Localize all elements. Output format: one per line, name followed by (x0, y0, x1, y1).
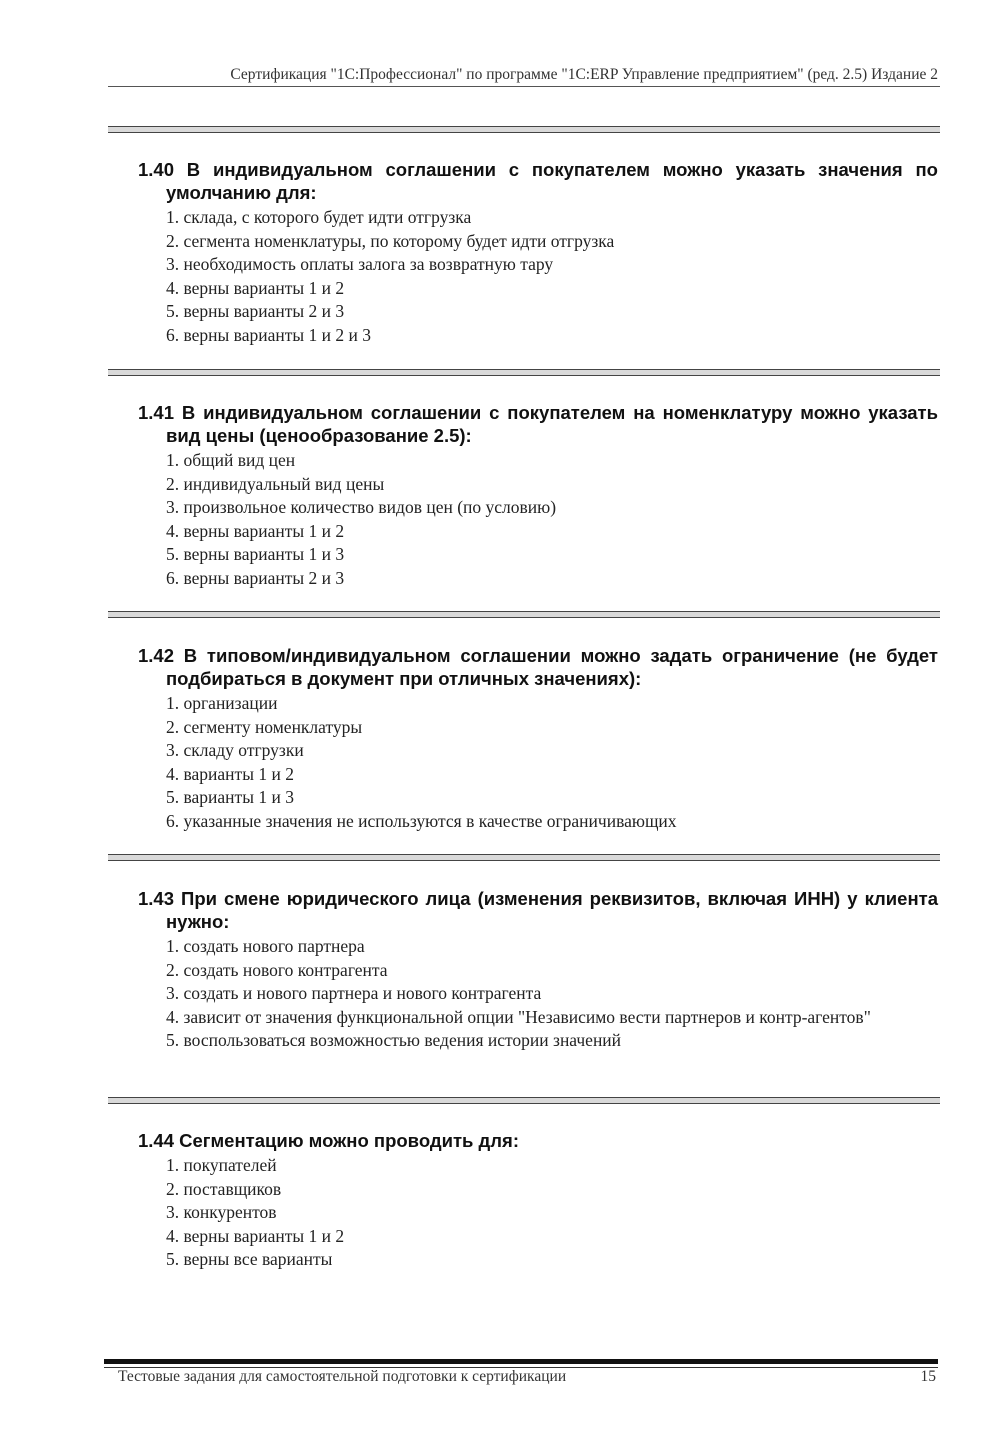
question-title: 1.44 Сегментацию можно проводить для: (138, 1130, 520, 1151)
answer-option: 4. верны варианты 1 и 2 (166, 520, 345, 541)
answer-option: 3. конкурентов (166, 1202, 277, 1223)
section-divider (108, 854, 940, 861)
answer-option: 2. сегменту номенклатуры (166, 716, 363, 737)
answer-option: 3. произвольное количество видов цен (по условию) (166, 497, 557, 518)
answer-option: 1. организации (166, 693, 278, 713)
answer-option: 6. верны варианты 1 и 2 и 3 (166, 324, 371, 345)
answer-list (138, 1154, 938, 1272)
answer-option: 2. индивидуальный вид цены (166, 473, 385, 494)
question-title: 1.40 В индивидуальном соглашении с покупателем можно указать значения по умолчанию для: (138, 159, 938, 203)
question-title: 1.41 В индивидуальном соглашении с покупателем на номенклатуру можно указать вид цены (ценообразование 2.5): (138, 402, 938, 446)
question-title: 1.42 В типовом/индивидуальном соглашении можно задать ограничение (не будет подбираться в документ при отличных значениях): (138, 645, 938, 689)
answer-option: 1. создать нового партнера (166, 936, 365, 956)
answer-option: 5. верны варианты 1 и 3 (166, 544, 345, 565)
running-footer: Тестовые задания для самостоятельной подготовки к сертификации (118, 1368, 567, 1385)
section-divider (108, 126, 940, 133)
answer-list (138, 206, 938, 348)
answer-option: 4. зависит от значения функциональной опции "Независимо вести партнеров и контр-агентов" (166, 1006, 871, 1027)
answer-option: 5. варианты 1 и 3 (166, 787, 294, 808)
question-1-43 (138, 887, 938, 1053)
answer-option: 4. верны варианты 1 и 2 (166, 1225, 345, 1246)
answer-list (138, 692, 938, 834)
answer-option: 4. верны варианты 1 и 2 (166, 277, 345, 298)
answer-option: 5. верны варианты 2 и 3 (166, 301, 345, 322)
answer-option: 1. покупателей (166, 1155, 277, 1175)
answer-option: 1. склада, с которого будет идти отгрузка (166, 207, 472, 227)
answer-option: 2. сегмента номенклатуры, по которому будет идти отгрузка (166, 230, 615, 251)
question-title: 1.43 При смене юридического лица (изменения реквизитов, включая ИНН) у клиента нужно: (138, 888, 938, 932)
answer-option: 1. общий вид цен (166, 450, 296, 470)
running-header: Сертификация "1С:Профессионал" по программе "1С:ERP Управление предприятием" (ред. 2.5) Издание 2 (230, 66, 938, 83)
question-1-40 (138, 158, 938, 348)
answer-option: 3. необходимость оплаты залога за возвратную тару (166, 254, 554, 275)
question-1-41 (138, 401, 938, 591)
footer-divider (104, 1359, 938, 1364)
section-divider (108, 369, 940, 376)
answer-option: 6. верны варианты 2 и 3 (166, 567, 345, 588)
answer-option: 6. указанные значения не используются в качестве ограничивающих (166, 810, 677, 831)
answer-option: 5. воспользоваться возможностью ведения истории значений (166, 1030, 622, 1051)
page-number: 15 (920, 1368, 936, 1385)
answer-option: 5. верны все варианты (166, 1249, 333, 1270)
answer-list (138, 449, 938, 591)
answer-option: 2. создать нового контрагента (166, 959, 388, 980)
answer-option: 4. варианты 1 и 2 (166, 763, 294, 784)
answer-list (138, 935, 938, 1053)
header-divider (108, 86, 940, 87)
question-1-42 (138, 644, 938, 834)
section-divider (108, 1097, 940, 1104)
answer-option: 3. создать и нового партнера и нового контрагента (166, 983, 542, 1004)
answer-option: 2. поставщиков (166, 1178, 282, 1199)
section-divider (108, 611, 940, 618)
question-1-44 (138, 1129, 938, 1272)
answer-option: 3. складу отгрузки (166, 740, 304, 761)
